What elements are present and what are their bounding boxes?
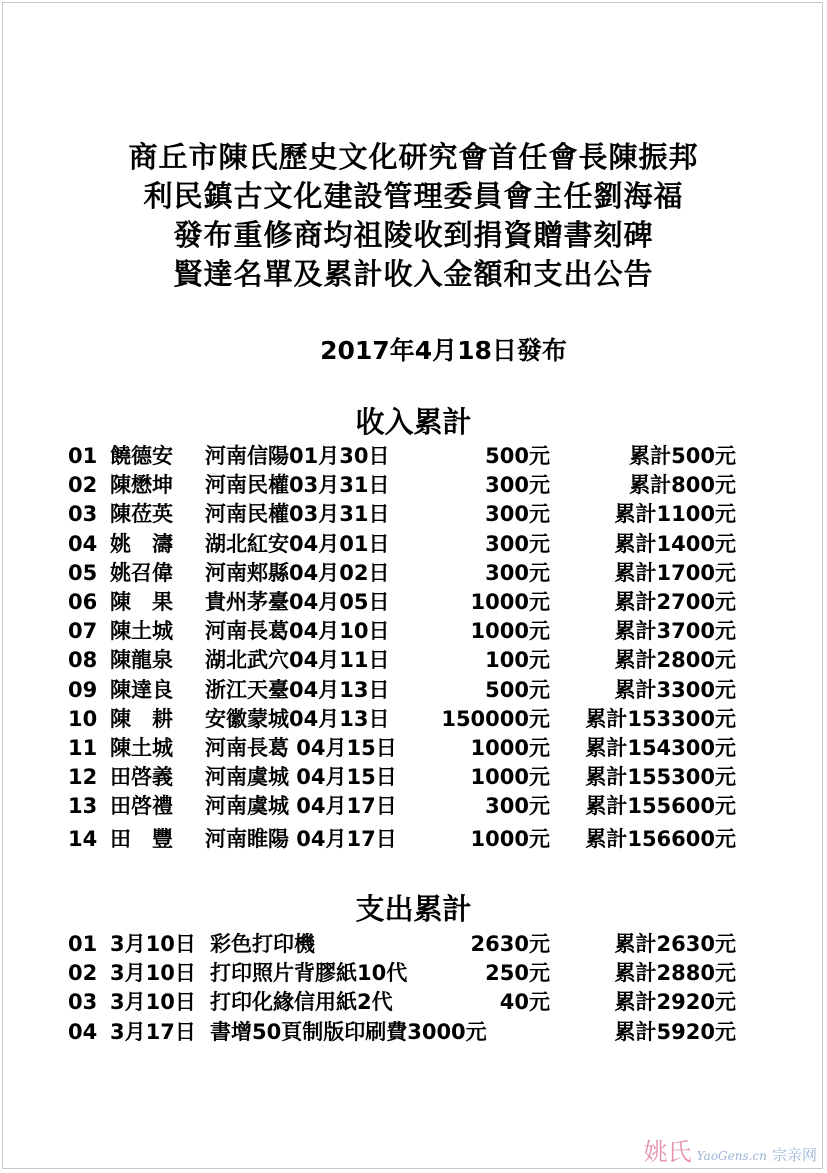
cumulative-total: 累計154300元 (585, 735, 736, 760)
donor-place-date: 河南郏縣04月02日 (205, 560, 390, 585)
expense-date: 3月17日 (110, 1019, 196, 1044)
row-number: 01 (68, 444, 98, 468)
table-row (68, 792, 748, 825)
donor-place-date: 河南信陽01月30日 (205, 444, 390, 468)
expense-list (68, 930, 748, 1047)
donor-name: 陳達良 (110, 677, 173, 702)
table-row (68, 705, 748, 734)
donation-amount: 500元 (485, 677, 550, 702)
table-row (68, 442, 748, 471)
row-number: 12 (68, 765, 98, 790)
cumulative-total: 累計2630元 (614, 932, 736, 956)
cumulative-total: 累計1100元 (614, 502, 736, 527)
income-section-title: 收入累計 (355, 405, 472, 439)
donation-amount: 100元 (485, 648, 550, 673)
table-row (68, 930, 748, 959)
donor-place-date: 湖北武穴04月11日 (205, 648, 390, 673)
donor-place-date: 河南長葛04月10日 (205, 619, 390, 644)
cumulative-total: 累計3300元 (614, 677, 736, 702)
title-line-2: 利民鎮古文化建設管理委員會主任劉海福 (143, 179, 684, 213)
table-row (68, 959, 748, 988)
donation-amount: 1000元 (470, 589, 550, 614)
donor-name: 陳土城 (110, 619, 173, 644)
row-number: 07 (68, 619, 98, 644)
donation-amount: 1000元 (470, 619, 550, 644)
table-row (68, 646, 748, 675)
expense-item: 彩色打印機 (210, 932, 315, 956)
cumulative-total: 累計155300元 (585, 765, 736, 790)
donor-place-date: 河南虞城 04月15日 (205, 765, 397, 790)
donor-name: 陳土城 (110, 735, 173, 760)
table-row (68, 763, 748, 792)
table-row (68, 676, 748, 705)
donor-place-date: 河南民權03月31日 (205, 473, 390, 498)
row-number: 04 (68, 1019, 98, 1044)
site-watermark (644, 1132, 817, 1167)
expense-section-title: 支出累計 (355, 892, 472, 926)
table-row (68, 988, 748, 1017)
table-row (68, 588, 748, 617)
row-number: 02 (68, 961, 98, 986)
donor-name: 田 豐 (110, 827, 173, 852)
row-number: 13 (68, 794, 98, 819)
cumulative-total: 累計2800元 (614, 648, 736, 673)
cumulative-total: 累計800元 (629, 473, 736, 498)
publish-date: 2017年4月18日發布 (320, 336, 567, 365)
title-line-4: 賢達名單及累計收入金額和支出公告 (173, 257, 654, 291)
expense-amount: 2630元 (470, 932, 550, 956)
row-number: 09 (68, 677, 98, 702)
table-row (68, 530, 748, 559)
donation-amount: 300元 (485, 560, 550, 585)
row-number: 03 (68, 502, 98, 527)
table-row (68, 500, 748, 529)
donation-amount: 1000元 (470, 827, 550, 852)
donation-amount: 500元 (485, 444, 550, 468)
row-number: 06 (68, 589, 98, 614)
donation-amount: 300元 (485, 531, 550, 556)
donor-name: 陳龍泉 (110, 648, 173, 673)
table-row (68, 825, 748, 858)
table-row (68, 559, 748, 588)
donor-place-date: 湖北紅安04月01日 (205, 531, 390, 556)
donor-place-date: 浙江天臺04月13日 (205, 677, 390, 702)
watermark-cn: 宗亲网 (771, 1146, 817, 1164)
row-number: 14 (68, 827, 98, 852)
donation-amount: 150000元 (441, 706, 550, 731)
announcement-title (0, 138, 827, 294)
table-row (68, 1018, 748, 1047)
expense-date: 3月10日 (110, 961, 196, 986)
row-number: 02 (68, 473, 98, 498)
donor-name: 姚召偉 (110, 560, 173, 585)
watermark-main: 姚氏 (643, 1138, 692, 1166)
row-number: 05 (68, 560, 98, 585)
cumulative-total: 累計155600元 (585, 794, 736, 819)
cumulative-total: 累計1400元 (614, 531, 736, 556)
row-number: 01 (68, 932, 98, 956)
cumulative-total: 累計3700元 (614, 619, 736, 644)
donor-place-date: 安徽蒙城04月13日 (205, 706, 390, 731)
cumulative-total: 累計2880元 (614, 961, 736, 986)
watermark-sub: YaoGens.cn (696, 1149, 767, 1163)
donor-name: 饒德安 (110, 444, 173, 468)
donor-name: 陳懋坤 (110, 473, 173, 498)
donor-name: 田啓義 (110, 765, 173, 790)
expense-item: 打印照片背膠紙10代 (210, 961, 408, 986)
table-row (68, 617, 748, 646)
table-row (68, 734, 748, 763)
expense-amount: 40元 (499, 990, 550, 1015)
row-number: 04 (68, 531, 98, 556)
title-line-3: 發布重修商均祖陵收到捐資贈書刻碑 (173, 218, 654, 252)
donor-name: 田啓禮 (110, 794, 173, 819)
income-list (68, 442, 748, 858)
donor-name: 陳莅英 (110, 502, 173, 527)
donor-place-date: 貴州茅臺04月05日 (205, 589, 390, 614)
expense-amount: 250元 (485, 961, 550, 986)
donor-name: 陳 果 (110, 589, 173, 614)
cumulative-total: 累計1700元 (614, 560, 736, 585)
cumulative-total: 累計156600元 (585, 827, 736, 852)
donation-amount: 300元 (485, 502, 550, 527)
donation-amount: 1000元 (470, 735, 550, 760)
cumulative-total: 累計500元 (629, 444, 736, 468)
cumulative-total: 累計5920元 (614, 1019, 736, 1044)
cumulative-total: 累計153300元 (585, 706, 736, 731)
cumulative-total: 累計2920元 (614, 990, 736, 1015)
expense-item: 書增50頁制版印刷費3000元 (210, 1019, 487, 1044)
row-number: 08 (68, 648, 98, 673)
title-line-1: 商丘市陳氏歷史文化研究會首任會長陳振邦 (128, 140, 699, 174)
table-row (68, 471, 748, 500)
donor-place-date: 河南長葛 04月15日 (205, 735, 397, 760)
donor-place-date: 河南睢陽 04月17日 (205, 827, 397, 852)
row-number: 03 (68, 990, 98, 1015)
donation-amount: 300元 (485, 473, 550, 498)
donor-name: 陳 耕 (110, 706, 173, 731)
expense-item: 打印化緣信用紙2代 (210, 990, 393, 1015)
row-number: 10 (68, 706, 98, 731)
donation-amount: 300元 (485, 794, 550, 819)
cumulative-total: 累計2700元 (614, 589, 736, 614)
donation-amount: 1000元 (470, 765, 550, 790)
donor-name: 姚 濤 (110, 531, 173, 556)
expense-date: 3月10日 (110, 990, 196, 1015)
expense-date: 3月10日 (110, 932, 196, 956)
row-number: 11 (68, 735, 98, 760)
donor-place-date: 河南民權03月31日 (205, 502, 390, 527)
donor-place-date: 河南虞城 04月17日 (205, 794, 397, 819)
